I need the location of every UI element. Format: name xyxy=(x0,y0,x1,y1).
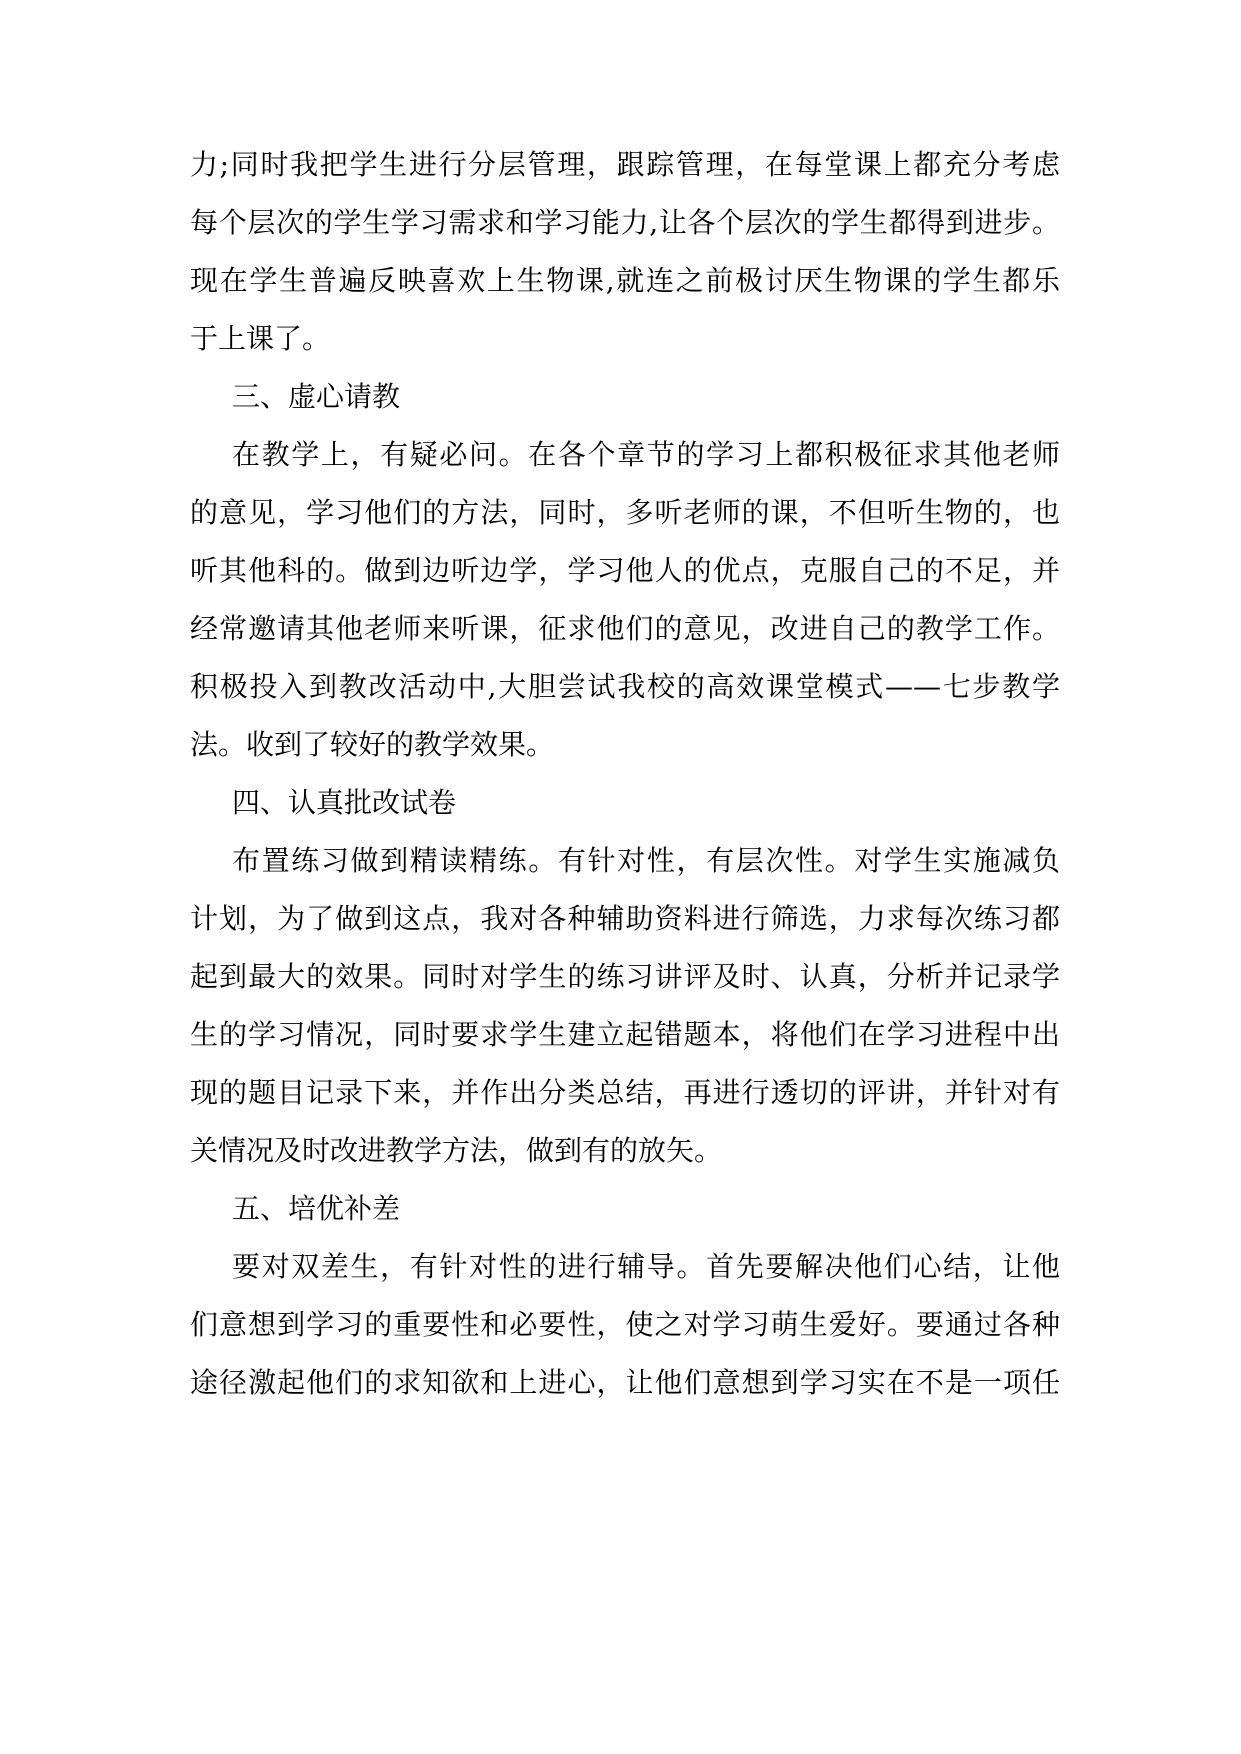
paragraph-line: 起到最大的效果。同时对学生的练习讲评及时、认真，分析并记录学 xyxy=(190,960,1060,993)
paragraph-line: 现在学生普遍反映喜欢上生物课,就连之前极讨厌生物课的学生都乐 xyxy=(190,264,1060,297)
paragraph-line: 要对双差生，有针对性的进行辅导。首先要解决他们心结，让他 xyxy=(232,1250,1060,1283)
paragraph-line: 们意想到学习的重要性和必要性，使之对学习萌生爱好。要通过各种 xyxy=(190,1308,1060,1341)
paragraph-line: 经常邀请其他老师来听课，征求他们的意见，改进自己的教学工作。 xyxy=(190,612,1060,645)
paragraph-line: 每个层次的学生学习需求和学习能力,让各个层次的学生都得到进步。 xyxy=(190,206,1060,239)
section-heading: 四、认真批改试卷 xyxy=(232,786,457,819)
paragraph-line: 于上课了。 xyxy=(190,322,331,355)
paragraph-line: 听其他科的。做到边听边学，学习他人的优点，克服自己的不足，并 xyxy=(190,554,1060,587)
section-heading: 五、培优补差 xyxy=(232,1192,401,1225)
paragraph-line: 的意见，学习他们的方法，同时，多听老师的课，不但听生物的，也 xyxy=(190,496,1060,529)
paragraph-line: 力;同时我把学生进行分层管理，跟踪管理，在每堂课上都充分考虑 xyxy=(190,148,1060,181)
paragraph-line: 计划，为了做到这点，我对各种辅助资料进行筛选，力求每次练习都 xyxy=(190,902,1060,935)
paragraph-line: 在教学上，有疑必问。在各个章节的学习上都积极征求其他老师 xyxy=(232,438,1060,471)
paragraph-line: 积极投入到教改活动中,大胆尝试我校的高效课堂模式——七步教学 xyxy=(190,670,1060,703)
section-heading: 三、虚心请教 xyxy=(232,380,401,413)
paragraph-line: 法。收到了较好的教学效果。 xyxy=(190,728,555,761)
paragraph-line: 关情况及时改进教学方法，做到有的放矢。 xyxy=(190,1134,723,1167)
paragraph-line: 现的题目记录下来，并作出分类总结，再进行透切的评讲，并针对有 xyxy=(190,1076,1060,1109)
paragraph-line: 途径激起他们的求知欲和上进心，让他们意想到学习实在不是一项任 xyxy=(190,1366,1060,1399)
paragraph-line: 生的学习情况，同时要求学生建立起错题本，将他们在学习进程中出 xyxy=(190,1018,1060,1051)
paragraph-line: 布置练习做到精读精练。有针对性，有层次性。对学生实施减负 xyxy=(232,844,1060,877)
